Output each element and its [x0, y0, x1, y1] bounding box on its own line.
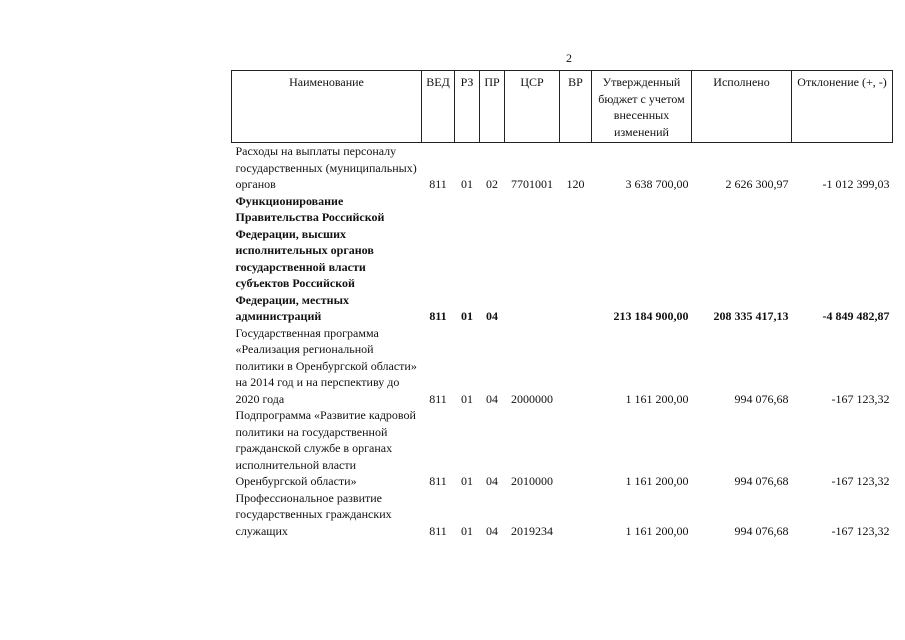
- row-executed: 994 076,68: [734, 474, 789, 488]
- page-number: 2: [566, 51, 572, 65]
- row-csr: 2019234: [511, 523, 553, 538]
- table-row: [232, 143, 893, 193]
- table-row: [232, 490, 893, 540]
- row-rz: 01: [461, 177, 473, 191]
- row-pr: 04: [486, 309, 498, 323]
- table-header-row: [232, 71, 893, 143]
- row-ved: 811: [429, 309, 447, 323]
- row-executed: 208 335 417,13: [713, 309, 789, 323]
- header-ved: ВЕД: [422, 71, 455, 143]
- row-pr: 04: [486, 523, 498, 538]
- row-name: Подпрограмма «Развитие кадровой политики на государственной гражданской службе в органах исполнительной власти Оренбургской области»: [235, 408, 416, 488]
- row-csr: [505, 193, 560, 325]
- row-csr: 2000000: [511, 391, 553, 406]
- row-vr: [560, 407, 592, 490]
- header-approved: Утвержденный бюджет с учетом внесенных изменений: [592, 71, 692, 143]
- row-deviation: -167 123,32: [831, 391, 890, 406]
- row-csr: 2010000: [511, 474, 553, 488]
- row-executed: 2 626 300,97: [725, 177, 789, 191]
- row-pr: 04: [486, 474, 498, 488]
- row-vr: 120: [566, 177, 585, 191]
- row-ved: 811: [429, 177, 447, 191]
- row-ved: 811: [429, 474, 447, 488]
- row-approved: 213 184 900,00: [613, 309, 689, 323]
- header-deviation: Отклонение (+, -): [792, 71, 893, 143]
- row-ved: 811: [429, 391, 447, 406]
- header-vr: ВР: [560, 71, 592, 143]
- row-executed: 994 076,68: [734, 391, 789, 406]
- header-rz: РЗ: [455, 71, 480, 143]
- header-name: Наименование: [232, 71, 422, 143]
- row-executed: 994 076,68: [734, 523, 789, 538]
- row-deviation: -167 123,32: [831, 523, 890, 538]
- row-approved: 1 161 200,00: [625, 474, 689, 488]
- table-row: [232, 407, 893, 490]
- row-csr: 7701001: [511, 177, 553, 191]
- row-ved: 811: [429, 523, 447, 538]
- row-rz: 01: [461, 309, 473, 323]
- row-vr: [560, 490, 592, 540]
- row-pr: 02: [486, 177, 498, 191]
- budget-table: [231, 70, 893, 539]
- row-pr: 04: [486, 391, 498, 406]
- row-vr: [560, 193, 592, 325]
- row-rz: 01: [461, 523, 473, 538]
- row-deviation: -1 012 399,03: [822, 177, 890, 191]
- table-row: [232, 193, 893, 325]
- row-deviation: -4 849 482,87: [822, 309, 890, 323]
- row-approved: 1 161 200,00: [625, 391, 689, 406]
- row-approved: 1 161 200,00: [625, 523, 689, 538]
- row-name: Функционирование Правительства Российской Федерации, высших исполнительных органов государственной власти субъектов Российской Федерации, местных администраций: [235, 193, 385, 323]
- row-name: Расходы на выплаты персоналу государственных (муниципальных) органов: [235, 144, 417, 191]
- header-pr: ПР: [480, 71, 505, 143]
- row-deviation: -167 123,32: [831, 474, 890, 488]
- row-rz: 01: [461, 391, 473, 406]
- row-vr: [560, 325, 592, 408]
- row-approved: 3 638 700,00: [625, 177, 689, 191]
- header-executed: Исполнено: [692, 71, 792, 143]
- row-name: Профессиональное развитие государственных гражданских служащих: [235, 490, 392, 538]
- row-name: Государственная программа «Реализация региональной политики в Оренбургской области» на 2014 год и на перспективу до 2020 года: [235, 325, 417, 406]
- row-rz: 01: [461, 474, 473, 488]
- table-row: [232, 325, 893, 408]
- header-csr: ЦСР: [505, 71, 560, 143]
